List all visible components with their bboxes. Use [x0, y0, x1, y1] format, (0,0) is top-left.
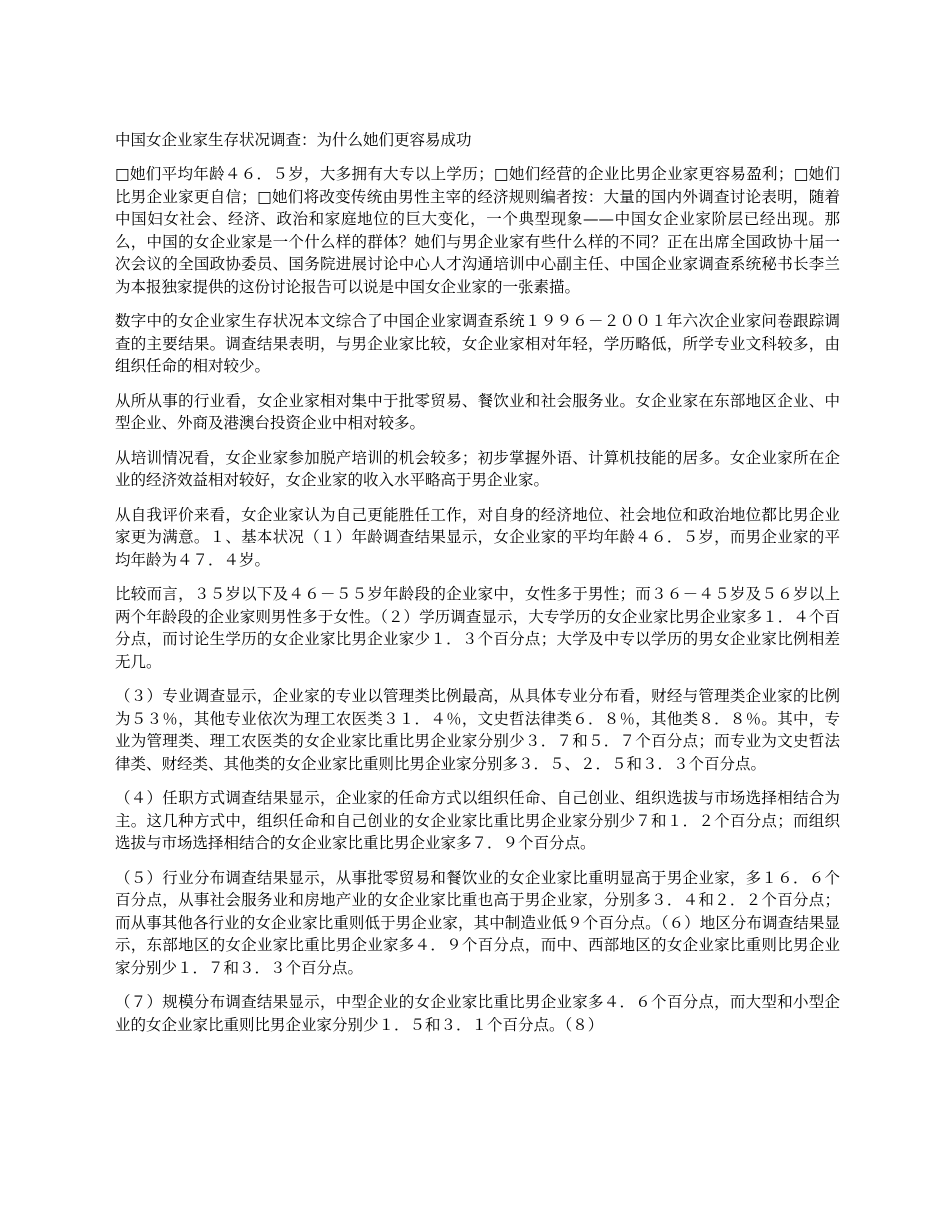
paragraph-industry: 从所从事的行业看，女企业家相对集中于批零贸易、餐饮业和社会服务业。女企业家在东部地区企业、中型企业、外商及港澳台投资企业中相对较多。 — [115, 391, 840, 432]
document-title: 中国女企业家生存状况调查：为什么她们更容易成功 — [115, 131, 472, 149]
paragraph-appointment: （４）任职方式调查结果显示，企业家的任命方式以组织任命、自己创业、组织选拔与市场选择相结合为主。这几种方式中，组织任命和自己创业的女企业家比重比男企业家分别少７和１．２个百分点；而组织选拔与市场选择相结合的女企业家比重比男企业家多７．９个百分点。 — [115, 789, 840, 852]
paragraph-age-education: 比较而言，３５岁以下及４６－５５岁年龄段的企业家中，女性多于男性；而３６－４５岁及５６岁以上两个年龄段的企业家则男性多于女性。（２）学历调查显示，大专学历的女企业家比男企业家多１．４个百分点，而讨论生学历的女企业家比男企业家少１．３个百分点；大学及中专以学历的男女企业家比例相差无几。 — [115, 585, 840, 671]
paragraph-survey-overview: 数字中的女企业家生存状况本文综合了中国企业家调查系统１９９６－２００１年六次企业家问卷跟踪调查的主要结果。调查结果表明，与男企业家比较，女企业家相对年轻，学历略低，所学专业文科较多，由组织任命的相对较少。 — [115, 312, 840, 375]
paragraph-intro: □她们平均年龄４６．５岁，大多拥有大专以上学历；□她们经营的企业比男企业家更容易盈利；□她们比男企业家更自信；□她们将改变传统由男性主宰的经济规则编者按：大量的国内外调查讨论表明，随着中国妇女社会、经济、政治和家庭地位的巨大变化，一个典型现象——中国女企业家阶层已经出现。那么，中国的女企业家是一个什么样的群体？她们与男企业家有些什么样的不同？正在出席全国政协十届一次会议的全国政协委员、国务院进展讨论中心人才沟通培训中心副主任、中国企业家调查系统秘书长李兰为本报独家提供的这份讨论报告可以说是中国女企业家的一张素描。 — [115, 165, 840, 296]
paragraph-major: （３）专业调查显示，企业家的专业以管理类比例最高，从具体专业分布看，财经与管理类企业家的比例为５３％，其他专业依次为理工农医类３１．４％，文史哲法律类６．８％，其他类８．８％。其中，专业为管理类、理工农医类的女企业家比重比男企业家分别少３．７和５．７个百分点；而专业为文史哲法律类、财经类、其他类的女企业家比重则比男企业家分别多３．５、２．５和３．３个百分点。 — [115, 687, 840, 773]
paragraph-industry-region: （５）行业分布调查结果显示，从事批零贸易和餐饮业的女企业家比重明显高于男企业家，多１６．６个百分点，从事社会服务业和房地产业的女企业家比重也高于男企业家，分别多３．４和２．２个百分点；而从事其他各行业的女企业家比重则低于男企业家，其中制造业低９个百分点。（６）地区分布调查结果显示，东部地区的女企业家比重比男企业家多４．９个百分点，而中、西部地区的女企业家比重则比男企业家分别少１．７和３．３个百分点。 — [115, 868, 840, 977]
paragraph-training: 从培训情况看，女企业家参加脱产培训的机会较多；初步掌握外语、计算机技能的居多。女企业家所在企业的经济效益相对较好，女企业家的收入水平略高于男企业家。 — [115, 448, 840, 489]
paragraph-scale: （７）规模分布调查结果显示，中型企业的女企业家比重比男企业家多４．６个百分点，而大型和小型企业的女企业家比重则比男企业家分别少１．５和３．１个百分点。（８） — [115, 993, 840, 1034]
paragraph-self-evaluation: 从自我评价来看，女企业家认为自己更能胜任工作，对自身的经济地位、社会地位和政治地位都比男企业家更为满意。１、基本状况（１）年龄调查结果显示，女企业家的平均年龄４６．５岁，而男企业家的平均年龄为４７．４岁。 — [115, 505, 840, 569]
document-page — [115, 129, 840, 1048]
